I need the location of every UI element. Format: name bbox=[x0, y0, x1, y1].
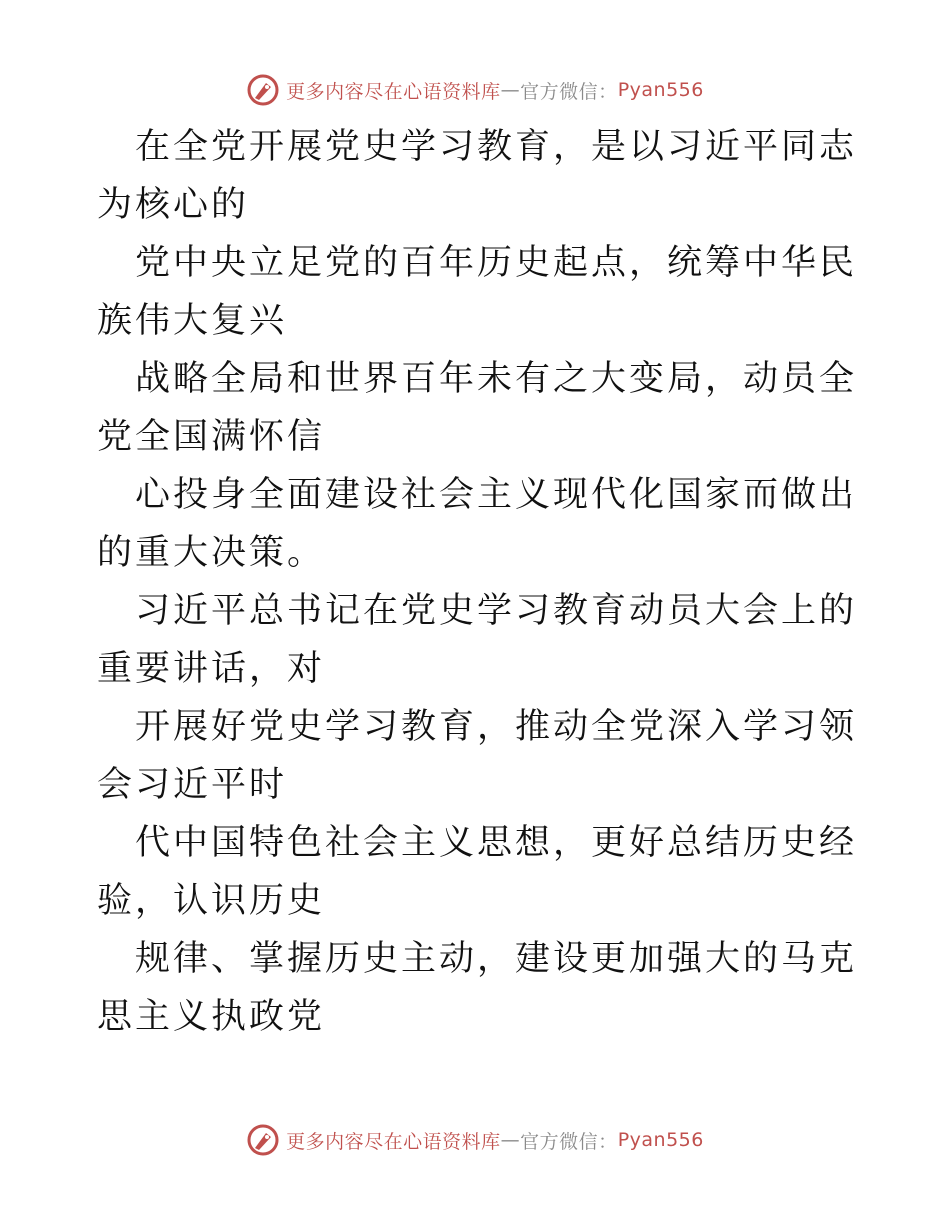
paragraph-3: 战略全局和世界百年未有之大变局，动员全党全国满怀信 bbox=[97, 359, 858, 457]
paragraph-1: 在全党开展党史学习教育，是以习近平同志为核心的 bbox=[97, 127, 858, 225]
document-body bbox=[97, 118, 867, 1046]
watermark-official-label: 官方微信： bbox=[520, 80, 618, 103]
header-watermark bbox=[0, 70, 950, 110]
paragraph-7: 代中国特色社会主义思想，更好总结历史经验，认识历史 bbox=[97, 823, 858, 921]
watermark-site-name: 更多内容尽在心语资料库 bbox=[286, 80, 501, 103]
paragraph-8: 规律、掌握历史主动，建设更加强大的马克思主义执政党 bbox=[97, 939, 858, 1037]
footer-watermark bbox=[0, 1120, 950, 1160]
pen-nib-logo-icon bbox=[246, 1123, 280, 1157]
watermark-separator: — bbox=[500, 1129, 521, 1151]
paragraph-2: 党中央立足党的百年历史起点，统筹中华民族伟大复兴 bbox=[97, 243, 858, 341]
paragraph-4: 心投身全面建设社会主义现代化国家而做出的重大决策。 bbox=[97, 475, 858, 573]
watermark-wechat-id: Pyan556 bbox=[617, 79, 704, 101]
pen-nib-logo-icon bbox=[246, 73, 280, 107]
watermark-official-label: 官方微信： bbox=[520, 1130, 618, 1153]
paragraph-5: 习近平总书记在党史学习教育动员大会上的重要讲话，对 bbox=[97, 591, 858, 689]
watermark-separator: — bbox=[500, 79, 521, 101]
paragraph-6: 开展好党史学习教育，推动全党深入学习领会习近平时 bbox=[97, 707, 858, 805]
watermark-wechat-id: Pyan556 bbox=[617, 1129, 704, 1151]
watermark-site-name: 更多内容尽在心语资料库 bbox=[286, 1130, 501, 1153]
